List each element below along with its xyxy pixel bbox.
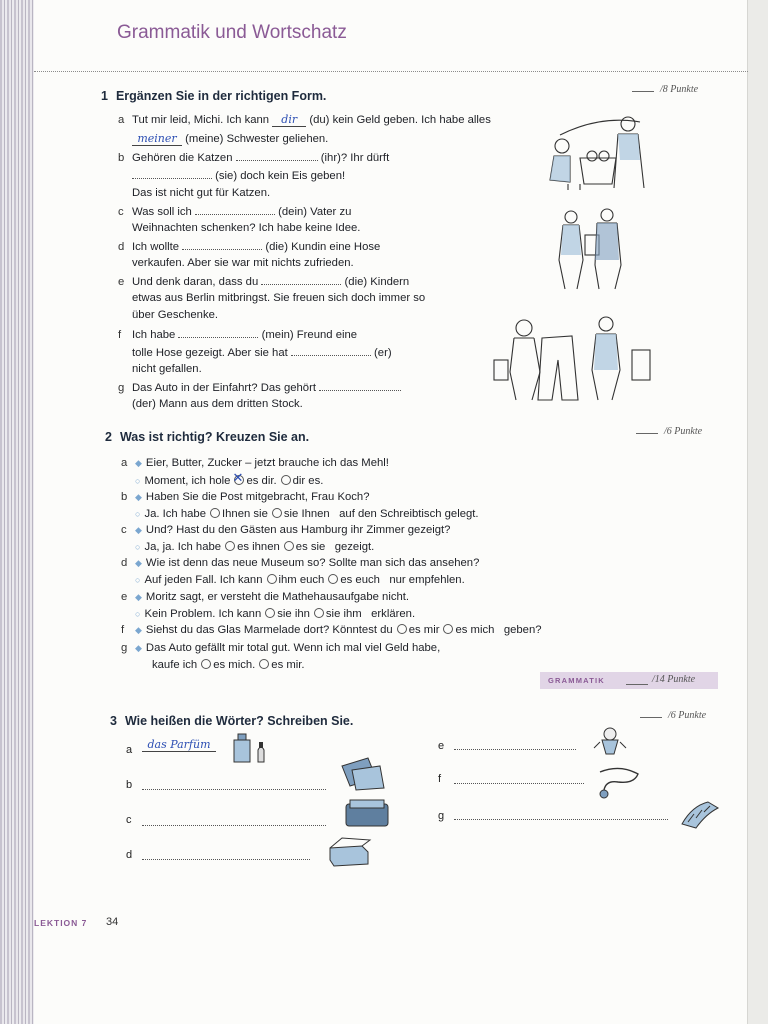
radio-option[interactable] [259, 659, 269, 669]
answer-blank[interactable] [319, 380, 401, 391]
radio-checked[interactable] [234, 475, 244, 485]
option-label: es mir. [271, 659, 305, 671]
text: geben? [503, 624, 542, 636]
text: Moritz sagt, er versteht die Mathehausaufgabe nicht. [145, 591, 410, 603]
item-letter: f [118, 329, 122, 341]
text: (ihr)? Ihr dürft [320, 152, 390, 164]
text: kaufe ich [152, 659, 198, 671]
option-label: es euch [340, 574, 380, 586]
radio-option[interactable] [225, 541, 235, 551]
item-letter: a [121, 457, 128, 469]
section-1-title: Ergänzen Sie in der richtigen Form. [115, 89, 327, 103]
item-letter: g [118, 382, 125, 394]
answer-field[interactable] [272, 114, 306, 127]
text: (die) Kindern [344, 276, 410, 288]
text: tolle Hose gezeigt. Aber sie hat [132, 347, 288, 359]
text: Gehören die Katzen [132, 152, 233, 164]
grammar-score-box [540, 672, 718, 689]
diamond-bullet-icon: ◆ [135, 558, 142, 568]
word-e-letter: e [438, 740, 445, 752]
radio-option[interactable] [272, 508, 282, 518]
word-e-line[interactable] [454, 748, 576, 750]
text: Ja. Ich habe [144, 508, 206, 520]
radio-option[interactable] [210, 508, 220, 518]
ex1-g-line2: (der) Mann aus dem dritten Stock. [132, 398, 303, 410]
radio-option[interactable] [201, 659, 211, 669]
ex1-g-line1 [118, 380, 401, 395]
text: Wie ist denn das neue Museum so? Sollte man sich das ansehen? [145, 557, 480, 569]
handwritten-answer: das Parfüm [147, 738, 211, 751]
page-title: Grammatik und Wortschatz [117, 22, 347, 43]
ex2-e-answer [135, 607, 415, 621]
radio-option[interactable] [443, 624, 453, 634]
ex2-d-question [121, 556, 479, 570]
points-blank[interactable] [636, 433, 658, 434]
text: Tut mir leid, Michi. Ich kann [132, 114, 270, 126]
ex1-b-line3: Das ist nicht gut für Katzen. [132, 187, 271, 199]
option-label: es mir [408, 624, 440, 636]
word-g-letter: g [438, 810, 445, 822]
perfume-icon [232, 732, 272, 764]
option-label: es dir. [246, 475, 277, 487]
binding-edge [0, 0, 34, 1024]
item-letter: f [121, 624, 125, 636]
ex2-g-question [121, 641, 440, 655]
section-3-number: 3 [110, 714, 117, 728]
option-label: sie ihm [325, 608, 362, 620]
word-f-letter: f [438, 773, 442, 785]
necklace-icon [594, 766, 644, 802]
item-letter: a [118, 114, 125, 126]
ex2-b-answer [135, 507, 479, 521]
ex1-f-line2 [132, 345, 392, 360]
text: Und denk daran, dass du [132, 276, 259, 288]
item-letter: d [121, 557, 128, 569]
text: Siehst du das Glas Marmelade dort? Könntest du [145, 624, 393, 636]
option-label: es mich. [213, 659, 256, 671]
section-1-heading [101, 89, 326, 103]
text: (du) kein Geld geben. Ich habe alles [309, 114, 491, 126]
text: Das Auto gefällt mir total gut. Wenn ich mal viel Geld habe, [145, 642, 441, 654]
option-label: sie ihn [277, 608, 310, 620]
item-letter: b [121, 491, 128, 503]
section-2-points [636, 426, 702, 437]
text: (sie) doch kein Eis geben! [215, 170, 346, 182]
score-blank[interactable] [626, 676, 648, 685]
header-divider [34, 71, 748, 72]
diamond-bullet-icon: ◆ [135, 492, 142, 502]
diamond-bullet-icon: ◆ [135, 458, 142, 468]
radio-option[interactable] [314, 608, 324, 618]
ex2-c-answer [135, 540, 374, 554]
ex1-d-line2: verkaufen. Aber sie war mit nichts zufrieden. [132, 257, 354, 269]
ex1-a-line2 [132, 132, 328, 146]
ex2-a-question [121, 456, 389, 470]
item-letter: c [121, 524, 127, 536]
ex1-b-line1 [118, 150, 389, 165]
ex1-e-line1 [118, 274, 409, 289]
word-a-letter: a [126, 744, 133, 756]
text: erklären. [371, 608, 416, 620]
option-label: es mich [455, 624, 495, 636]
item-letter: e [118, 276, 125, 288]
diamond-bullet-icon: ◆ [135, 643, 142, 653]
word-a-answer[interactable] [142, 739, 216, 752]
doll-icon [592, 726, 628, 758]
word-c-letter: c [126, 814, 132, 826]
item-letter: d [118, 241, 125, 253]
option-label: Ihnen sie [222, 508, 268, 520]
answer-blank[interactable] [291, 345, 371, 356]
ex1-c-line2: Weihnachten schenken? Ich habe keine Idee. [132, 222, 361, 234]
ex1-e-line3: über Geschenke. [132, 309, 219, 321]
ex1-a-line1 [118, 113, 491, 127]
tickets-icon [338, 756, 388, 792]
text: Ich habe [132, 329, 176, 341]
text: (mein) Freund eine [261, 329, 358, 341]
item-letter: c [118, 206, 124, 218]
diamond-bullet-icon: ◆ [135, 525, 142, 535]
diamond-bullet-icon: ◆ [135, 625, 142, 635]
family-illustration [540, 110, 660, 192]
page-number: 34 [106, 916, 119, 928]
section-3-points [640, 710, 706, 721]
answer-blank[interactable] [178, 327, 258, 338]
text: Kein Problem. Ich kann [144, 608, 262, 620]
score-label: GRAMMATIK [548, 676, 605, 685]
points-label: /6 Punkte [668, 710, 707, 721]
section-2-heading [105, 430, 309, 444]
text: (meine) Schwester geliehen. [185, 133, 329, 145]
answer-blank[interactable] [132, 168, 212, 179]
handwritten-answer: meiner [137, 132, 177, 145]
circle-bullet-icon: ○ [135, 542, 141, 552]
text: Das Auto in der Einfahrt? Das gehört [132, 382, 316, 394]
ex1-f-line1 [118, 327, 357, 342]
option-label: es ihnen [237, 541, 280, 553]
ex2-b-question [121, 490, 369, 504]
ex1-b-line2 [132, 168, 345, 183]
circle-bullet-icon: ○ [135, 609, 141, 619]
score-points: /14 Punkte [652, 674, 696, 685]
points-blank[interactable] [632, 91, 654, 92]
item-letter: g [121, 642, 128, 654]
circle-bullet-icon: ○ [135, 476, 141, 486]
ex2-a-answer [135, 474, 323, 488]
answer-field[interactable] [132, 133, 182, 146]
option-label: dir es. [292, 475, 324, 487]
text: Eier, Butter, Zucker – jetzt brauche ich das Mehl! [145, 457, 389, 469]
word-d-line[interactable] [142, 858, 310, 860]
text: Und? Hast du den Gästen aus Hamburg ihr Zimmer gezeigt? [145, 524, 451, 536]
text: nur empfehlen. [389, 574, 465, 586]
radio-option[interactable] [281, 475, 291, 485]
points-blank[interactable] [640, 717, 662, 718]
ex2-c-question [121, 523, 450, 537]
ex1-d-line1 [118, 239, 380, 254]
radio-option[interactable] [267, 574, 277, 584]
section-2-number: 2 [105, 430, 112, 444]
section-3-heading [110, 714, 353, 728]
ex2-d-answer [135, 573, 465, 587]
answer-blank[interactable] [236, 150, 318, 161]
answer-blank[interactable] [182, 239, 262, 250]
radio-option[interactable] [328, 574, 338, 584]
section-3-title: Wie heißen die Wörter? Schreiben Sie. [124, 714, 354, 728]
text: auf den Schreibtisch gelegt. [339, 508, 479, 520]
word-c-line[interactable] [142, 824, 326, 826]
option-label: ihm euch [278, 574, 325, 586]
ex1-f-line3: nicht gefallen. [132, 363, 202, 375]
radio-option[interactable] [397, 624, 407, 634]
shop-customer-illustration [545, 205, 635, 293]
points-label: /8 Punkte [660, 84, 699, 95]
circle-bullet-icon: ○ [135, 575, 141, 585]
word-b-line[interactable] [142, 788, 326, 790]
box-icon [326, 836, 372, 868]
text: Haben Sie die Post mitgebracht, Frau Koch? [145, 491, 370, 503]
word-b-letter: b [126, 779, 133, 791]
text: Ja, ja. Ich habe [144, 541, 222, 553]
ex1-e-line2: etwas aus Berlin mitbringst. Sie freuen sich doch immer so [132, 292, 426, 304]
item-letter: b [118, 152, 125, 164]
radio-option[interactable] [265, 608, 275, 618]
option-label: es sie [295, 541, 326, 553]
circle-bullet-icon: ○ [135, 509, 141, 519]
points-label: /6 Punkte [664, 426, 703, 437]
trousers-illustration [492, 310, 662, 402]
text: Was soll ich [132, 206, 192, 218]
ex2-g-answer [152, 658, 305, 672]
text: Moment, ich hole [144, 475, 231, 487]
option-label: sie Ihnen [283, 508, 330, 520]
section-2-title: Was ist richtig? Kreuzen Sie an. [119, 430, 310, 444]
ex2-f-question [121, 623, 542, 637]
text: Ich wollte [132, 241, 180, 253]
diamond-bullet-icon: ◆ [135, 592, 142, 602]
word-d-letter: d [126, 849, 133, 861]
radio-option[interactable] [284, 541, 294, 551]
answer-blank[interactable] [261, 274, 341, 285]
answer-blank[interactable] [195, 204, 275, 215]
ex1-c-line1 [118, 204, 351, 219]
section-1-points [632, 84, 698, 95]
lesson-label: LEKTION 7 [34, 918, 88, 928]
scarf-icon [678, 796, 724, 832]
item-letter: e [121, 591, 128, 603]
text: (er) [374, 347, 392, 359]
text: (die) Kundin eine Hose [265, 241, 381, 253]
text: Auf jeden Fall. Ich kann [144, 574, 263, 586]
wallet-icon [344, 798, 392, 830]
word-g-line[interactable] [454, 818, 668, 820]
text: gezeigt. [334, 541, 375, 553]
ex2-e-question [121, 590, 409, 604]
page-right-edge [747, 0, 768, 1024]
text: (dein) Vater zu [278, 206, 352, 218]
handwritten-answer: dir [281, 113, 298, 126]
section-1-number: 1 [101, 89, 108, 103]
word-f-line[interactable] [454, 782, 584, 784]
